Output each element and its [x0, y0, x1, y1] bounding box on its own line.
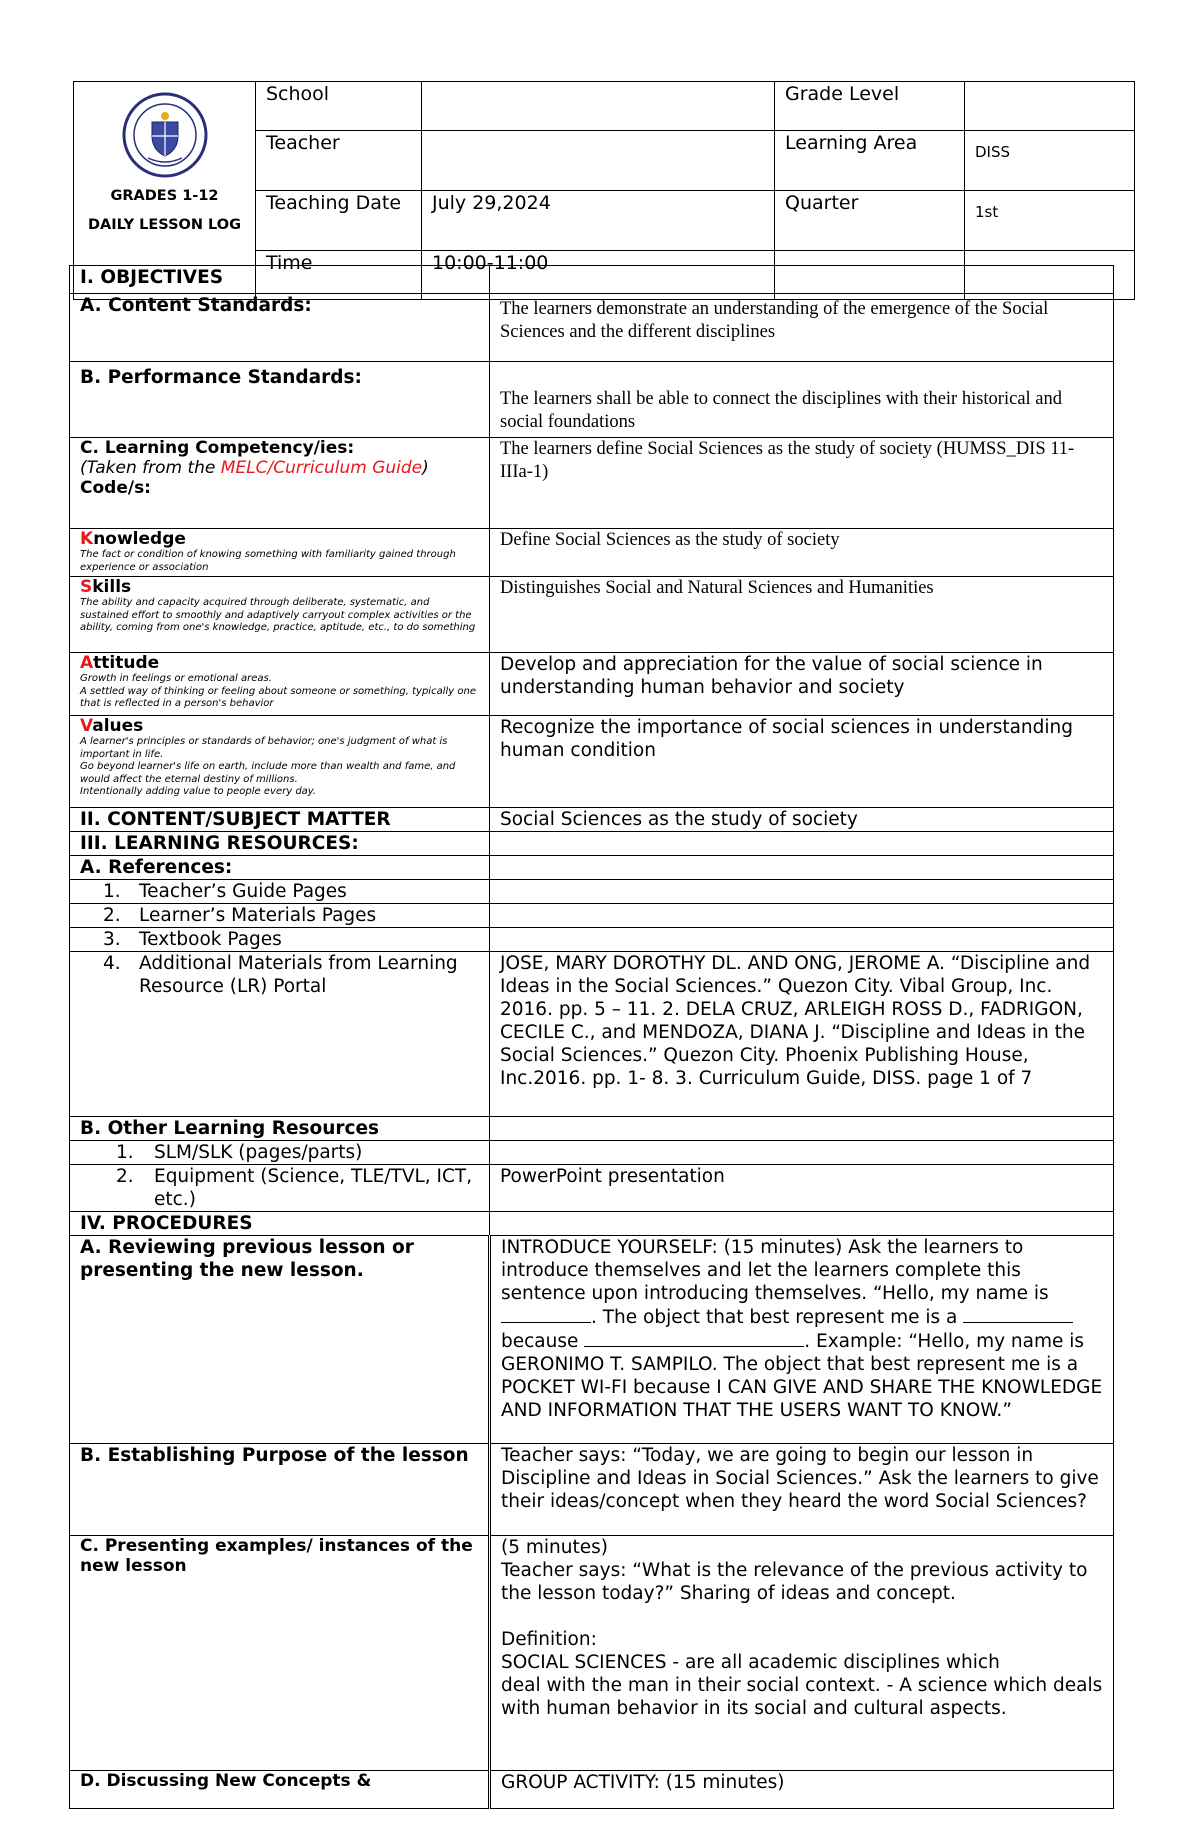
content-standards-value: The learners demonstrate an understanding of the emergence of the Social Sciences and the different disciplines: [490, 294, 1114, 362]
blank-line: [584, 1329, 804, 1347]
procedure-c-label: C. Presenting examples/ instances of the new lesson: [70, 1536, 490, 1771]
learning-area-value: DISS: [965, 131, 1135, 191]
knowledge-letter: K: [80, 529, 94, 549]
attitude-desc-1: Growth in feelings or emotional areas.: [80, 673, 272, 684]
procedure-a-line-1: INTRODUCE YOURSELF: (15 minutes) Ask the learners to introduce themselves and let the learners complete this sentence upon introducing themselves. “Hello, my name is: [501, 1237, 1049, 1304]
reference-item-1: [70, 880, 490, 904]
school-label: School: [256, 82, 422, 131]
competency-note: [80, 458, 479, 478]
reference-item-2: [70, 904, 490, 928]
procedure-c-line-3: Definition:: [501, 1629, 597, 1650]
procedure-c-line-4: SOCIAL SCIENCES - are all academic disciplines which: [501, 1652, 1000, 1673]
procedure-d-label: D. Discussing New Concepts &: [70, 1771, 490, 1809]
code-label: Code/s:: [80, 478, 151, 498]
procedure-b-label: B. Establishing Purpose of the lesson: [70, 1444, 490, 1536]
values-label: [80, 716, 479, 736]
quarter-value: 1st: [965, 191, 1135, 251]
procedures-heading: IV. PROCEDURES: [70, 1212, 490, 1236]
teacher-value: [422, 131, 775, 191]
attitude-desc-2: A settled way of thinking or feeling about someone or something, typically one that is reflected in a person's behavior: [80, 685, 476, 709]
performance-standards-value: The learners shall be able to connect the disciplines with their historical and social foundations: [490, 362, 1114, 438]
teacher-label: Teacher: [256, 131, 422, 191]
values-letter: V: [80, 716, 93, 736]
teaching-date-label: Teaching Date: [256, 191, 422, 251]
deped-seal-icon: [122, 92, 208, 178]
reference-label: Learner’s Materials Pages: [139, 905, 377, 926]
blank-line: [963, 1305, 1073, 1323]
additional-num: 4.: [103, 953, 121, 974]
other-resource-label: Equipment (Science, TLE/TVL, ICT, etc.): [154, 1166, 473, 1210]
additional-materials-cell: [70, 952, 490, 1117]
knowledge-cell: [70, 529, 490, 577]
procedure-a-line-2: . The object that best represent me is a: [591, 1307, 958, 1328]
reference-label: Teacher’s Guide Pages: [139, 881, 347, 902]
knowledge-label: [80, 529, 479, 549]
procedure-a-line-4: . Example: “Hello, my name is GERONIMO T. SAMPILO. The object that best represent me is a POCKET WI-FI because I CAN GIVE AND SHARE THE KNOWLEDGE AND INFORMATION THAT THE USERS WANT TO KNOW.”: [501, 1331, 1103, 1421]
teaching-date-value: July 29,2024: [422, 191, 775, 251]
procedure-c-line-2: Teacher says: “What is the relevance of the previous activity to the lesson today?” Sharing of ideas and concept.: [501, 1560, 1088, 1604]
resources-heading: III. LEARNING RESOURCES:: [70, 832, 490, 856]
other-resource-item-1: [70, 1141, 490, 1165]
skills-desc: The ability and capacity acquired through deliberate, systematic, and sustained effort to smoothly and adaptively carryout complex activities or the ability, coming from one's knowledge, practice, aptitude, etc., to do something: [80, 597, 476, 633]
procedure-a-value: [490, 1236, 1114, 1444]
skills-value: Distinguishes Social and Natural Sciences and Humanities: [490, 577, 1114, 653]
time-value: 10:00-11:00: [422, 251, 775, 300]
knowledge-rest: nowledge: [93, 529, 186, 549]
procedure-c-line-6: with human behavior in its social and cultural aspects.: [501, 1698, 1007, 1719]
competency-cell: [70, 438, 490, 529]
references-label: A. References:: [70, 856, 490, 880]
procedure-c-value: [490, 1536, 1114, 1771]
additional-label: Additional Materials from Learning Resource (LR) Portal: [139, 953, 458, 997]
objectives-heading: I. OBJECTIVES: [70, 266, 490, 294]
other-resource-value-2: PowerPoint presentation: [490, 1165, 1114, 1212]
attitude-letter: A: [80, 653, 94, 673]
skills-rest: kills: [92, 577, 132, 597]
attitude-value: Develop and appreciation for the value of social science in understanding human behavior and society: [490, 653, 1114, 716]
skills-cell: [70, 577, 490, 653]
learning-area-label: Learning Area: [775, 131, 965, 191]
logo-line-2: DAILY LESSON LOG: [87, 217, 242, 233]
reference-num: 1.: [103, 881, 121, 902]
lesson-log-table: [69, 265, 1114, 1809]
reference-item-3: [70, 928, 490, 952]
performance-standards-label: B. Performance Standards:: [70, 362, 490, 438]
school-value: [422, 82, 775, 131]
content-label: II. CONTENT/SUBJECT MATTER: [70, 808, 490, 832]
attitude-label: [80, 653, 479, 673]
other-resource-label: SLM/SLK (pages/parts): [154, 1142, 363, 1163]
content-standards-label: A. Content Standards:: [70, 294, 490, 362]
grade-level-value: [965, 82, 1135, 131]
reference-value-3: [490, 928, 1114, 952]
attitude-rest: ttitude: [93, 653, 160, 673]
procedure-c-line-1: (5 minutes): [501, 1537, 608, 1558]
reference-label: Textbook Pages: [139, 929, 282, 950]
procedure-b-value: Teacher says: “Today, we are going to begin our lesson in Discipline and Ideas in Social Sciences.” Ask the learners to give their ideas/concept when they heard the word Social Sciences?: [490, 1444, 1114, 1536]
other-resource-item-2: [70, 1165, 490, 1212]
grade-level-label: Grade Level: [775, 82, 965, 131]
other-resources-label: B. Other Learning Resources: [70, 1117, 490, 1141]
time-label: Time: [256, 251, 422, 300]
blank-line: [501, 1305, 591, 1323]
attitude-cell: [70, 653, 490, 716]
logo-line-1: GRADES 1-12: [110, 188, 219, 204]
reference-num: 2.: [103, 905, 121, 926]
competency-value: The learners define Social Sciences as the study of society (HUMSS_DIS 11- IIIa-1): [490, 438, 1114, 529]
competency-note-suffix: ): [422, 458, 429, 478]
values-desc-3: Intentionally adding value to people every day.: [80, 786, 317, 797]
reference-value-2: [490, 904, 1114, 928]
knowledge-value: Define Social Sciences as the study of society: [490, 529, 1114, 577]
values-value: Recognize the importance of social sciences in understanding human condition: [490, 716, 1114, 808]
competency-note-red: MELC/Curriculum Guide: [220, 458, 423, 478]
reference-value-1: [490, 880, 1114, 904]
procedure-a-label: A. Reviewing previous lesson or presenting the new lesson.: [70, 1236, 490, 1444]
procedure-c-line-5: deal with the man in their social context. - A science which deals: [501, 1675, 1103, 1696]
values-rest: alues: [92, 716, 144, 736]
skills-letter: S: [80, 577, 93, 597]
values-cell: [70, 716, 490, 808]
values-desc-1: A learner's principles or standards of behavior; one's judgment of what is important in life.: [80, 736, 448, 760]
other-resource-value-1: [490, 1141, 1114, 1165]
additional-materials-value: JOSE, MARY DOROTHY DL. AND ONG, JEROME A. “Discipline and Ideas in the Social Sciences.” Quezon City. Vibal Group, Inc. 2016. pp. 5 – 11. 2. DELA CRUZ, ARLEIGH ROSS D., FADRIGON, CECILE C., and MENDOZA, DIANA J. “Discipline and Ideas in the Social Sciences.” Quezon City. Phoenix Publishing House, Inc.2016. pp. 1- 8. 3. Curriculum Guide, DISS. page 1 of 7: [490, 952, 1114, 1117]
competency-note-prefix: (Taken from the: [80, 458, 221, 478]
quarter-label: Quarter: [775, 191, 965, 251]
values-desc-2: Go beyond learner's life on earth, include more than wealth and fame, and would affect the eternal destiny of millions.: [80, 761, 456, 785]
skills-label: [80, 577, 479, 597]
procedure-a-line-3: because: [501, 1331, 579, 1352]
procedure-d-value: GROUP ACTIVITY: (15 minutes): [490, 1771, 1114, 1809]
other-resource-num: 2.: [116, 1166, 134, 1187]
knowledge-desc: The fact or condition of knowing something with familiarity gained through experience or association: [80, 549, 456, 573]
competency-label: C. Learning Competency/ies:: [80, 438, 355, 458]
content-value: Social Sciences as the study of society: [490, 808, 1114, 832]
reference-num: 3.: [103, 929, 121, 950]
other-resource-num: 1.: [116, 1142, 134, 1163]
